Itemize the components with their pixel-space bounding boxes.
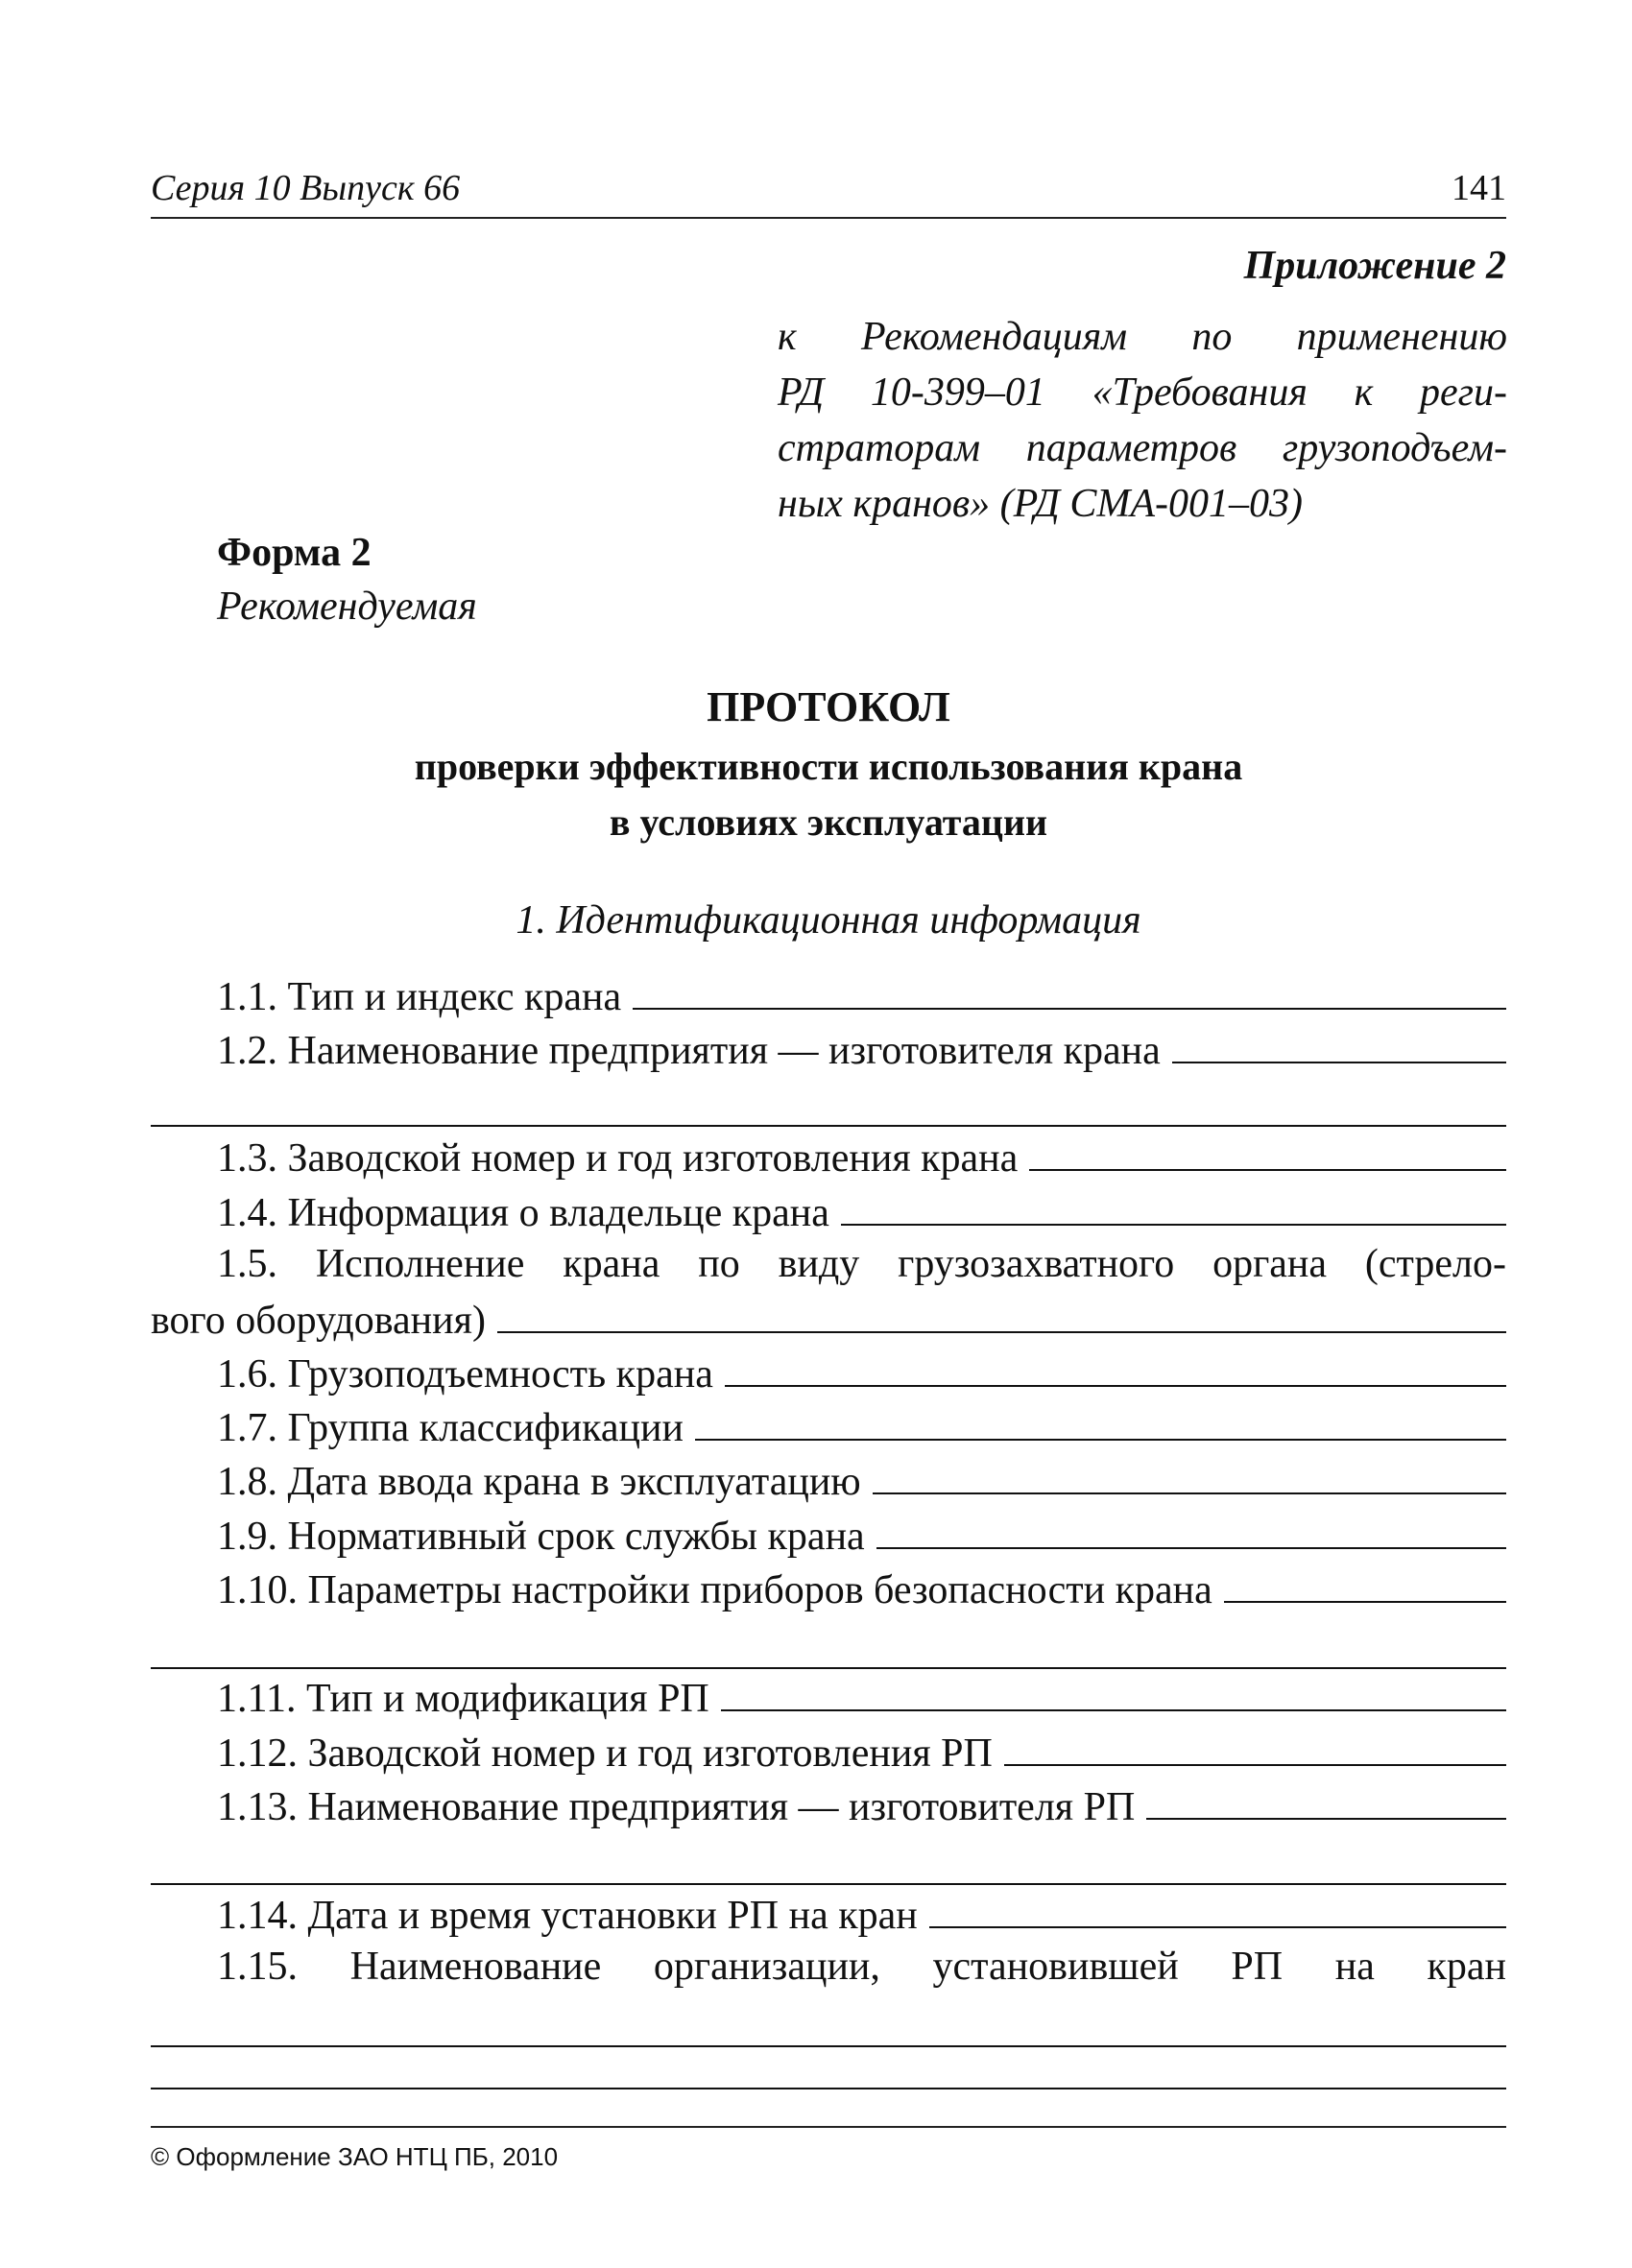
fill-line[interactable] xyxy=(1029,1133,1506,1171)
fill-line[interactable] xyxy=(1146,1781,1506,1820)
field-crane-type xyxy=(217,971,1506,1025)
field-label: 1.13. Наименование предприятия — изготовителя РП xyxy=(217,1785,1136,1829)
fill-line[interactable] xyxy=(873,1456,1506,1494)
appendix-line: страторам параметров грузоподъем- xyxy=(778,426,1507,470)
field-label: 1.9. Нормативный срок службы крана xyxy=(217,1515,865,1559)
field-label: 1.14. Дата и время установки РП на кран xyxy=(217,1894,918,1938)
fill-line[interactable] xyxy=(721,1673,1506,1711)
fill-line[interactable] xyxy=(1004,1728,1506,1766)
field-classification-group xyxy=(217,1402,1506,1456)
field-label: 1.5. Исполнение крана по виду грузозахватного органа (стрело- xyxy=(217,1242,1506,1286)
protocol-subtitle-line: проверки эффективности использования крана xyxy=(414,745,1243,788)
field-label: 1.8. Дата ввода крана в эксплуатацию xyxy=(217,1460,861,1504)
fill-line[interactable] xyxy=(725,1349,1506,1387)
section-title: 1. Идентификационная информация xyxy=(516,898,1141,943)
field-rp-installer xyxy=(217,1944,1506,1997)
field-safety-settings xyxy=(217,1564,1506,1618)
field-label: 1.2. Наименование предприятия — изготовителя крана xyxy=(217,1029,1161,1073)
field-rp-serial xyxy=(217,1728,1506,1781)
field-crane-manufacturer xyxy=(217,1025,1506,1079)
field-label: вого оборудования) xyxy=(151,1299,486,1343)
fill-line[interactable] xyxy=(151,1125,1506,1127)
protocol-subtitle-line: в условиях эксплуатации xyxy=(609,800,1048,844)
appendix-line: к Рекомендациям по применению xyxy=(778,315,1507,359)
field-label: 1.12. Заводской номер и год изготовления РП xyxy=(217,1731,993,1776)
footer-copyright: © Оформление ЗАО НТЦ ПБ, 2010 xyxy=(151,2142,559,2171)
fill-line[interactable] xyxy=(1224,1564,1506,1603)
series-label: Серия 10 Выпуск 66 xyxy=(151,168,461,208)
appendix-line: РД 10-399–01 «Требования к реги- xyxy=(778,370,1507,415)
field-rp-install-date xyxy=(217,1890,1506,1944)
protocol-title: ПРОТОКОЛ xyxy=(707,683,950,730)
field-label: 1.4. Информация о владельце крана xyxy=(217,1191,829,1235)
field-commission-date xyxy=(217,1456,1506,1510)
fill-line[interactable] xyxy=(151,2045,1506,2047)
field-crane-capacity xyxy=(217,1349,1506,1402)
fill-line[interactable] xyxy=(151,1667,1506,1669)
form-label: Форма 2 xyxy=(217,531,372,575)
appendix-line: ных кранов» (РД СМА-001–03) xyxy=(778,482,1303,526)
field-rp-manufacturer xyxy=(217,1781,1506,1835)
field-crane-execution-cont xyxy=(151,1295,1506,1349)
fill-line[interactable] xyxy=(151,2088,1506,2089)
field-label: 1.15. Наименование организации, установившей РП на кран xyxy=(217,1945,1506,1989)
protocol-subtitle xyxy=(151,739,1506,850)
fill-line[interactable] xyxy=(497,1295,1506,1333)
page-header xyxy=(151,163,1506,219)
fill-line[interactable] xyxy=(929,1890,1506,1928)
field-crane-serial xyxy=(217,1133,1506,1186)
field-service-life xyxy=(217,1511,1506,1564)
field-label: 1.10. Параметры настройки приборов безопасности крана xyxy=(217,1568,1212,1612)
fill-line[interactable] xyxy=(695,1402,1506,1441)
fill-line[interactable] xyxy=(151,1883,1506,1885)
form-status: Рекомендуемая xyxy=(217,585,477,629)
field-label: 1.11. Тип и модификация РП xyxy=(217,1677,709,1721)
page-number: 141 xyxy=(1452,168,1506,208)
field-label: 1.1. Тип и индекс крана xyxy=(217,975,622,1019)
field-crane-owner xyxy=(217,1187,1506,1241)
field-label: 1.7. Группа классификации xyxy=(217,1406,684,1450)
field-crane-execution xyxy=(217,1241,1506,1295)
fill-line[interactable] xyxy=(1172,1025,1506,1063)
field-rp-type xyxy=(217,1673,1506,1727)
fill-line[interactable] xyxy=(841,1187,1506,1226)
fill-line[interactable] xyxy=(633,971,1506,1010)
footer-divider xyxy=(151,2126,1506,2128)
appendix-reference xyxy=(778,309,1507,532)
appendix-title: Приложение 2 xyxy=(1243,244,1506,288)
field-label: 1.3. Заводской номер и год изготовления крана xyxy=(217,1136,1019,1181)
fill-line[interactable] xyxy=(876,1511,1506,1549)
field-label: 1.6. Грузоподъемность крана xyxy=(217,1352,713,1397)
